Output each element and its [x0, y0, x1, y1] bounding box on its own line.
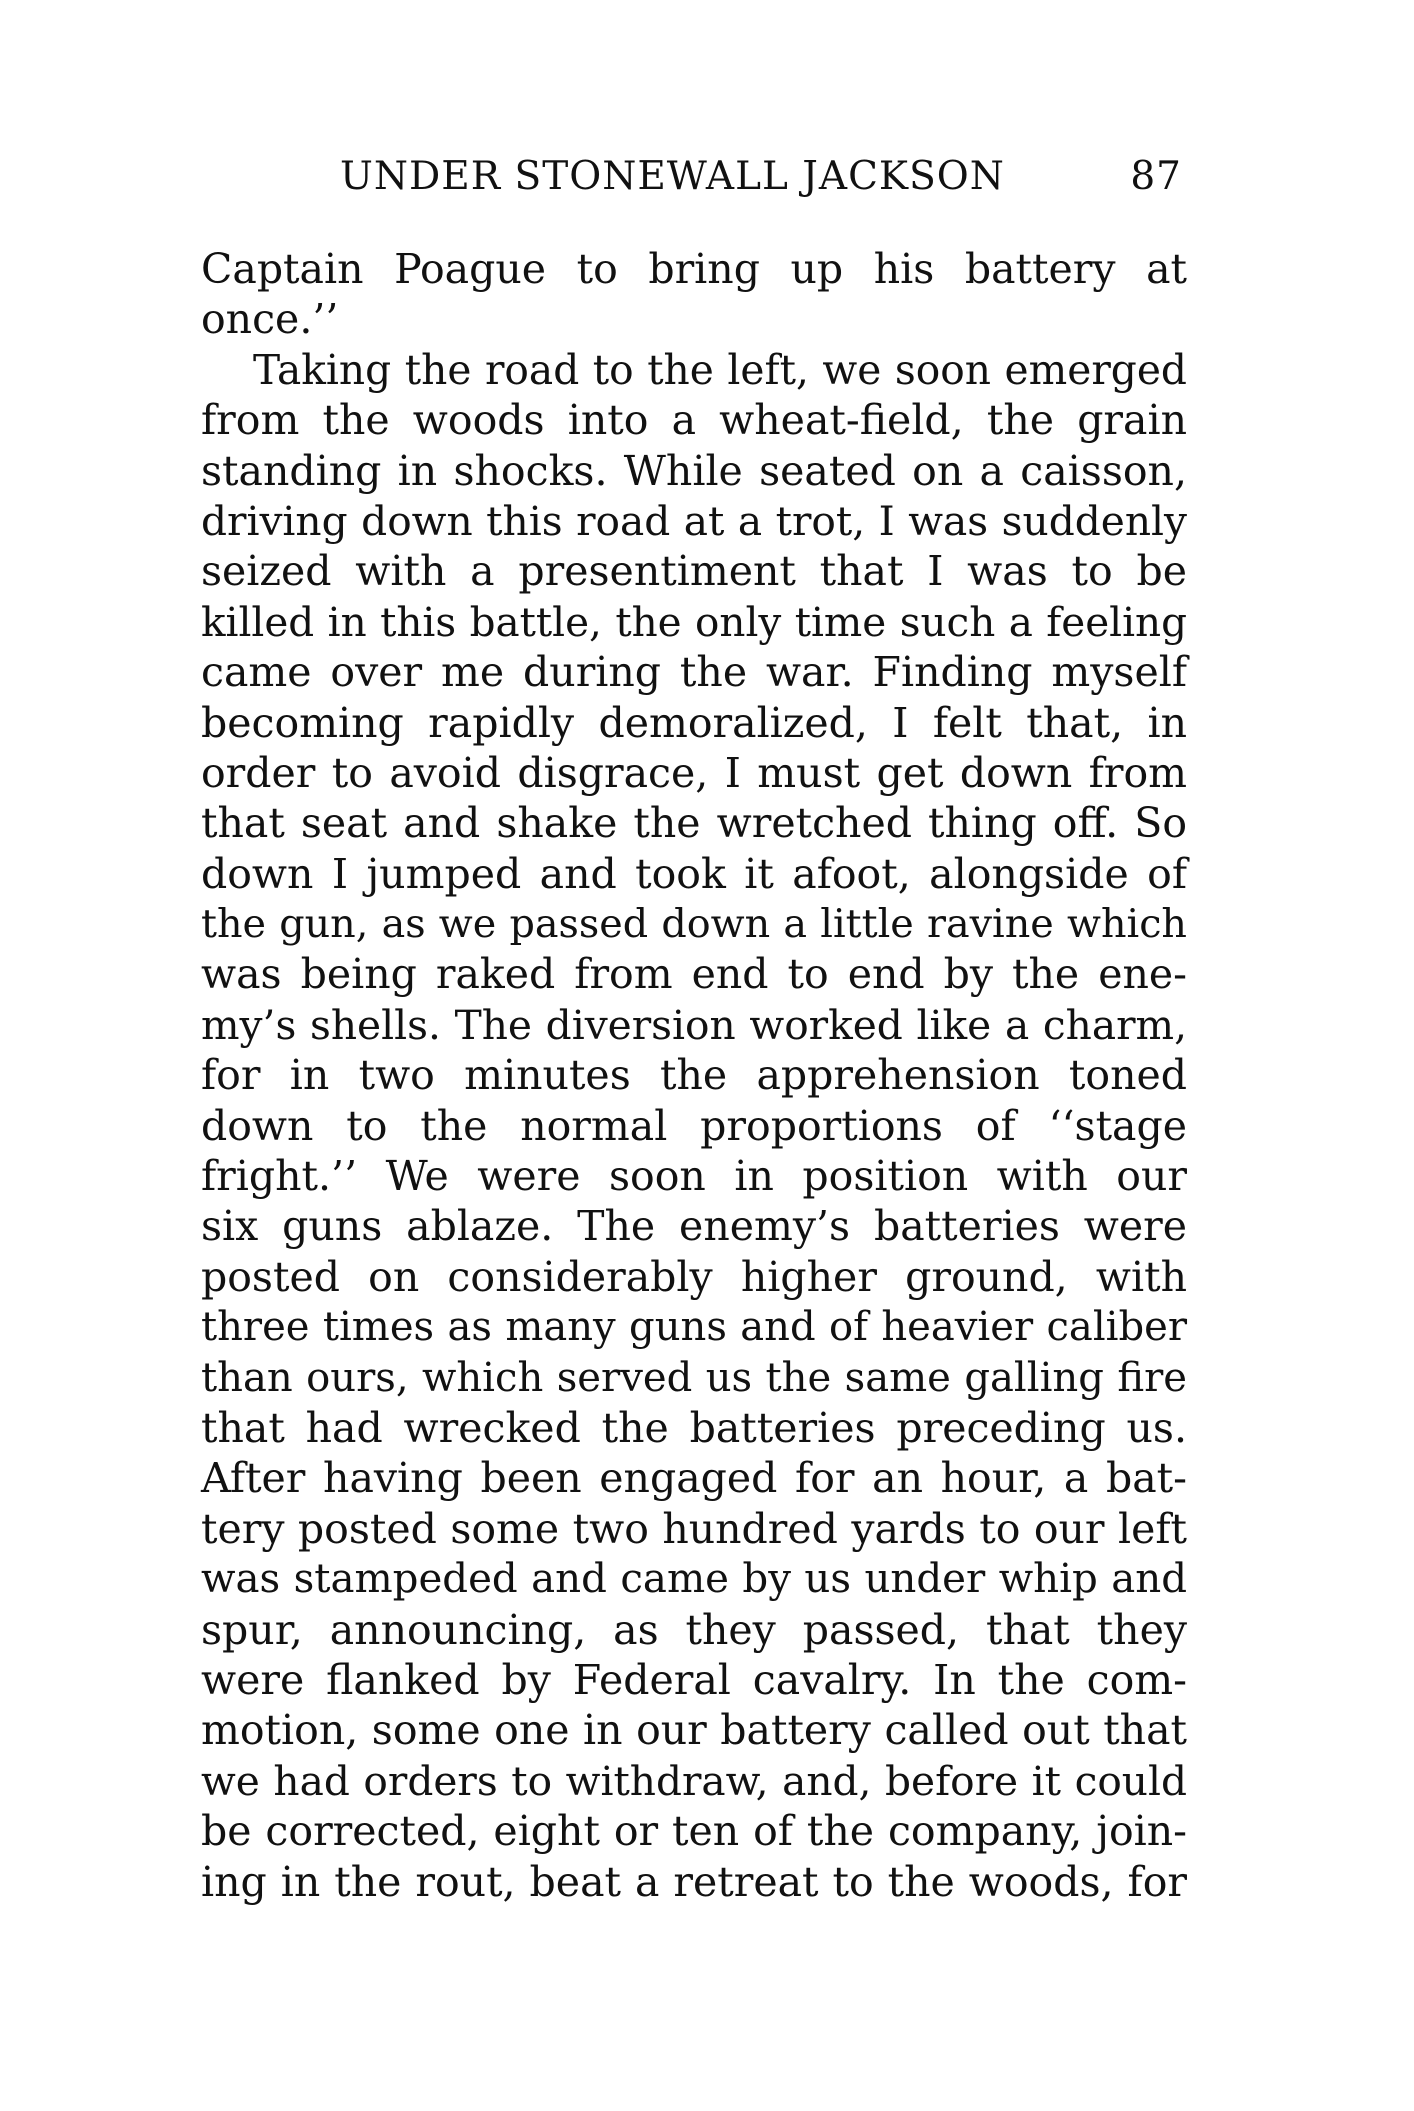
text-line: we had orders to withdraw, and, before it could — [201, 1756, 1187, 1805]
running-head — [340, 154, 1182, 210]
text-line: six guns ablaze. The enemy’s batteries were — [201, 1202, 1187, 1251]
text-line: order to avoid disgrace, I must get down from — [201, 748, 1187, 797]
text-line: tery posted some two hundred yards to our left — [201, 1504, 1187, 1553]
text-line: that had wrecked the batteries preceding us. — [201, 1403, 1187, 1452]
text-line: for in two minutes the apprehension toned — [201, 1051, 1187, 1100]
text-line: once.’’ — [201, 295, 339, 344]
text-line: down I jumped and took it afoot, alongside of — [201, 849, 1187, 898]
text-line: Taking the road to the left, we soon emerged — [253, 345, 1187, 394]
text-line: becoming rapidly demoralized, I felt that, in — [201, 698, 1187, 747]
text-line: ing in the rout, beat a retreat to the woods, for — [201, 1857, 1187, 1906]
text-line: three times as many guns and of heavier caliber — [201, 1304, 1187, 1351]
text-line: killed in this battle, the only time such a feeling — [201, 597, 1187, 646]
text-line: was being raked from end to end by the ene- — [201, 950, 1187, 999]
text-line: After having been engaged for an hour, a bat- — [201, 1454, 1187, 1503]
running-head-title: UNDER STONEWALL JACKSON — [340, 154, 1005, 199]
text-line: came over me during the war. Finding myself — [201, 648, 1187, 697]
text-line: was stampeded and came by us under whip and — [201, 1555, 1187, 1603]
text-line: be corrected, eight or ten of the company, join- — [201, 1807, 1187, 1856]
text-line: posted on considerably higher ground, with — [201, 1252, 1187, 1301]
text-line: the gun, as we passed down a little ravine which — [201, 901, 1187, 948]
text-line: than ours, which served us the same galling fire — [201, 1354, 1187, 1401]
text-line: Captain Poague to bring up his battery at — [201, 245, 1187, 293]
text-line: my’s shells. The diversion worked like a charm, — [201, 1000, 1187, 1049]
text-line: driving down this road at a trot, I was suddenly — [201, 496, 1187, 545]
page-number: 87 — [1130, 154, 1182, 199]
text-line: down to the normal proportions of ‘‘stage — [201, 1101, 1187, 1150]
text-line: seized with a presentiment that I was to be — [201, 547, 1187, 596]
text-line: that seat and shake the wretched thing off. So — [201, 799, 1187, 848]
text-line: spur, announcing, as they passed, that they — [201, 1605, 1187, 1654]
text-line: were flanked by Federal cavalry. In the com- — [201, 1655, 1187, 1704]
body-text — [201, 244, 1187, 1907]
text-line: standing in shocks. While seated on a caisson, — [201, 446, 1187, 495]
text-line: from the woods into a wheat-field, the grain — [201, 396, 1187, 445]
text-line: fright.’’ We were soon in position with our — [201, 1152, 1187, 1201]
text-line: motion, some one in our battery called out that — [201, 1706, 1187, 1755]
